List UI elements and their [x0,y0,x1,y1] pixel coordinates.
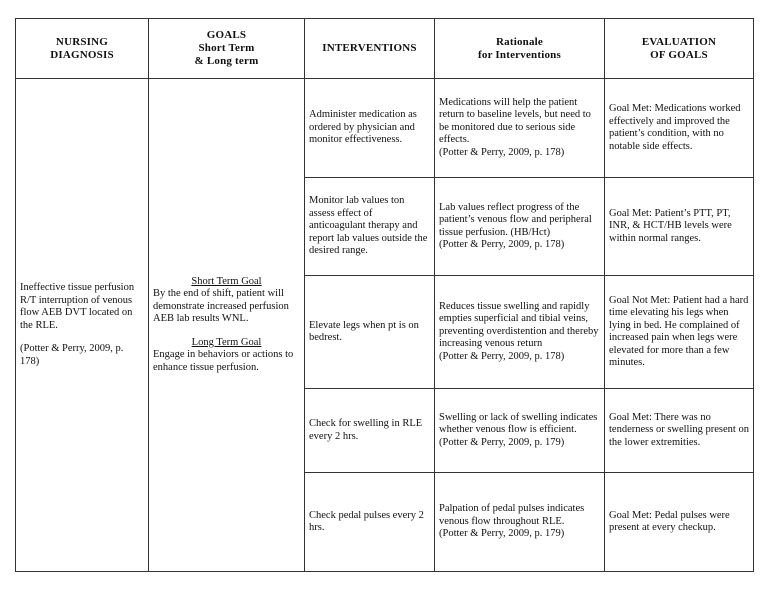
rationale-cell [435,389,605,473]
rationale-text: Medications will help the patient return to baseline levels, but need to be monitored due to serious side effects. [439,96,591,146]
evaluation-cell: Goal Met: Medications worked effectively and improved the patient’s condition, with no notable side effects. [605,79,754,178]
header-diagnosis-line2: DIAGNOSIS [50,48,114,61]
intervention-cell: Administer medication as ordered by physician and monitor effectiveness. [305,79,435,178]
rationale-citation: (Potter & Perry, 2009, p. 178) [439,350,565,362]
header-row [16,19,754,79]
rationale-cell [435,276,605,389]
rationale-citation: (Potter & Perry, 2009, p. 179) [439,528,565,540]
rationale-citation: (Potter & Perry, 2009, p. 178) [439,146,565,158]
rationale-text: Swelling or lack of swelling indicates whether venous flow is efficient. [439,411,598,436]
intervention-cell: Check for swelling in RLE every 2 hrs. [305,389,435,473]
rationale-text: Lab values reflect progress of the patient’s venous flow and peripheral tissue perfusion. (HB/Hct) [439,201,592,238]
rationale-cell [435,473,605,572]
header-goals [149,19,305,79]
header-goals-line2: Short Term [198,42,255,54]
table-row [16,79,754,178]
diagnosis-citation: (Potter & Perry, 2009, p. 178) [20,343,124,367]
header-evaluation [605,19,754,79]
intervention-cell: Elevate legs when pt is on bedrest. [305,276,435,389]
rationale-citation: (Potter & Perry, 2009, p. 178) [439,239,565,250]
header-nursing-diagnosis [16,19,149,79]
evaluation-cell: Goal Not Met: Patient had a hard time elevating his legs when lying in bed. He complained of increased pain when legs were elevated for more than a few minutes. [605,276,754,389]
rationale-cell [435,79,605,178]
header-goals-line1: GOALS [206,29,247,41]
diagnosis-text: Ineffective tissue perfusion R/T interruption of venous flow AEB DVT located on the RLE. [20,282,135,331]
diagnosis-cell [16,79,149,572]
header-rationale-line1: Rationale [495,35,544,48]
rationale-citation: (Potter & Perry, 2009, p. 179) [439,436,565,448]
header-rationale-line2: for Interventions [478,48,561,61]
evaluation-cell: Goal Met: There was no tenderness or swelling present on the lower extremities. [605,389,754,473]
rationale-text: Reduces tissue swelling and rapidly empties superficial and tibial veins, preventing overdistention and thereby increasing venous return [439,300,599,350]
long-term-goal-text: Engage in behaviors or actions to enhance tissue perfusion. [153,349,294,373]
header-diagnosis-line1: NURSING [55,35,109,48]
header-interventions: INTERVENTIONS [305,19,435,79]
intervention-cell: Monitor lab values ton assess effect of anticoagulant therapy and report lab values outside the desired range. [305,178,435,276]
intervention-cell: Check pedal pulses every 2 hrs. [305,473,435,572]
long-term-goal-label: Long Term Goal [191,336,262,348]
header-evaluation-line2: OF GOALS [650,48,708,61]
goals-cell [149,79,305,572]
header-goals-line3: & Long term [194,55,259,67]
rationale-text: Palpation of pedal pulses indicates venous flow throughout RLE. [439,503,585,527]
evaluation-cell: Goal Met: Patient’s PTT, PT, INR, & HCT/HB levels were within normal ranges. [605,178,754,276]
evaluation-cell: Goal Met: Pedal pulses were present at every checkup. [605,473,754,572]
short-term-goal-text: By the end of shift, patient will demonstrate increased perfusion AEB lab results WNL. [153,288,289,325]
header-evaluation-line1: EVALUATION [641,35,717,48]
header-rationale [435,19,605,79]
rationale-cell [435,178,605,276]
short-term-goal-label: Short Term Goal [191,275,262,287]
care-plan-table [15,18,754,572]
